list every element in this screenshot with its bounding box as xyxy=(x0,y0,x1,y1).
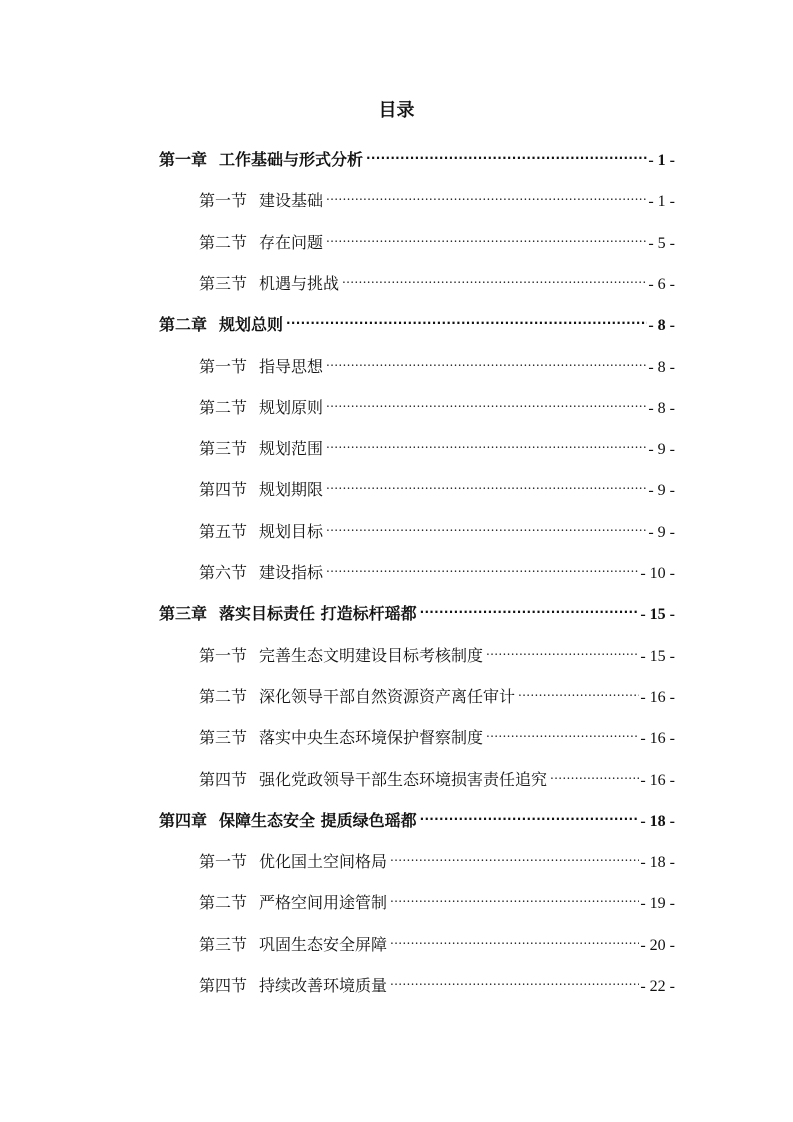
toc-entry-label xyxy=(199,438,323,460)
toc-entry-text: 优化国土空间格局 xyxy=(259,852,388,871)
toc-page-number: - 9 - xyxy=(648,524,675,541)
toc-section-entry[interactable] xyxy=(199,763,675,789)
toc-entry-number: 第四节 xyxy=(199,976,248,995)
toc-chapter-entry[interactable] xyxy=(159,308,675,334)
toc-entry-number: 第四章 xyxy=(159,811,208,830)
toc-entry-label xyxy=(199,562,323,584)
toc-section-entry[interactable] xyxy=(199,226,675,252)
toc-section-entry[interactable] xyxy=(199,556,675,582)
toc-section-entry[interactable] xyxy=(199,928,675,954)
toc-entry-number: 第二节 xyxy=(199,893,248,912)
toc-entry-text: 存在问题 xyxy=(259,233,324,252)
toc-dot-leader xyxy=(550,763,639,785)
toc-entry-text: 规划目标 xyxy=(259,522,324,541)
toc-chapter-entry[interactable] xyxy=(159,804,675,830)
toc-entry-text: 保障生态安全 提质绿色瑶都 xyxy=(219,811,417,830)
toc-entry-text: 规划范围 xyxy=(259,439,324,458)
toc-entry-label xyxy=(199,521,323,543)
toc-section-entry[interactable] xyxy=(199,473,675,499)
toc-entry-text: 强化党政领导干部生态环境损害责任追究 xyxy=(259,770,548,789)
toc-entry-text: 巩固生态安全屏障 xyxy=(259,935,388,954)
toc-entry-number: 第一节 xyxy=(199,646,248,665)
toc-entry-text: 工作基础与形式分析 xyxy=(219,150,364,169)
toc-page-number: - 9 - xyxy=(648,441,675,458)
toc-entry-number: 第五节 xyxy=(199,522,248,541)
toc-section-entry[interactable] xyxy=(199,267,675,293)
toc-entry-number: 第四节 xyxy=(199,480,248,499)
toc-entry-label xyxy=(199,727,483,749)
toc-section-entry[interactable] xyxy=(199,350,675,376)
toc-entry-label xyxy=(199,479,323,501)
toc-entry-text: 落实中央生态环境保护督察制度 xyxy=(259,728,484,747)
toc-section-entry[interactable] xyxy=(199,969,675,995)
toc-dot-leader xyxy=(420,597,640,619)
toc-page-number: - 15 - xyxy=(640,648,675,665)
toc-dot-leader xyxy=(366,143,647,165)
toc-entry-label xyxy=(159,603,417,625)
toc-page-number: - 9 - xyxy=(648,482,675,499)
toc-page-number: - 8 - xyxy=(648,317,675,334)
toc-entry-label xyxy=(159,314,283,336)
toc-page-number: - 19 - xyxy=(640,895,675,912)
toc-page-number: - 15 - xyxy=(640,606,675,623)
toc-section-entry[interactable] xyxy=(199,432,675,458)
toc-section-entry[interactable] xyxy=(199,184,675,210)
toc-title: 目录 xyxy=(378,100,415,121)
toc-page-number: - 18 - xyxy=(640,854,675,871)
toc-entry-label xyxy=(199,975,387,997)
toc-page-number: - 22 - xyxy=(640,978,675,995)
toc-page-number: - 1 - xyxy=(648,152,675,169)
toc-entry-text: 完善生态文明建设目标考核制度 xyxy=(259,646,484,665)
toc-entry-number: 第六节 xyxy=(199,563,248,582)
toc-page-number: - 6 - xyxy=(648,276,675,293)
toc-section-entry[interactable] xyxy=(199,721,675,747)
toc-entry-text: 持续改善环境质量 xyxy=(259,976,388,995)
toc-page-number: - 16 - xyxy=(640,689,675,706)
toc-entry-label xyxy=(159,149,363,171)
toc-page-number: - 1 - xyxy=(648,193,675,210)
toc-dot-leader xyxy=(326,391,647,413)
toc-dot-leader xyxy=(390,969,639,991)
toc-entry-label xyxy=(199,769,547,791)
toc-entry-text: 规划原则 xyxy=(259,398,324,417)
toc-dot-leader xyxy=(420,804,640,826)
toc-entry-number: 第三节 xyxy=(199,439,248,458)
toc-dot-leader xyxy=(390,928,639,950)
toc-entry-number: 第一章 xyxy=(159,150,208,169)
toc-dot-leader xyxy=(342,267,647,289)
toc-entry-number: 第二节 xyxy=(199,398,248,417)
toc-entry-text: 规划期限 xyxy=(259,480,324,499)
toc-page-number: - 16 - xyxy=(640,730,675,747)
toc-dot-leader xyxy=(326,184,647,206)
toc-chapter-entry[interactable] xyxy=(159,597,675,623)
toc-entry-number: 第四节 xyxy=(199,770,248,789)
toc-page-number: - 8 - xyxy=(648,400,675,417)
toc-entry-text: 指导思想 xyxy=(259,357,324,376)
toc-page-number: - 16 - xyxy=(640,772,675,789)
toc-entry-number: 第二节 xyxy=(199,233,248,252)
toc-entry-label xyxy=(199,851,387,873)
toc-dot-leader xyxy=(326,556,639,578)
toc-entry-number: 第一节 xyxy=(199,852,248,871)
toc-entry-number: 第二节 xyxy=(199,687,248,706)
toc-dot-leader xyxy=(518,680,639,702)
toc-entry-label xyxy=(199,892,387,914)
toc-entry-number: 第一节 xyxy=(199,191,248,210)
toc-section-entry[interactable] xyxy=(199,639,675,665)
toc-page-number: - 5 - xyxy=(648,235,675,252)
toc-dot-leader xyxy=(390,886,639,908)
toc-entry-text: 建设指标 xyxy=(259,563,324,582)
toc-entry-label xyxy=(199,190,323,212)
toc-entry-label xyxy=(199,686,515,708)
toc-entry-number: 第三节 xyxy=(199,728,248,747)
toc-section-entry[interactable] xyxy=(199,391,675,417)
toc-page-number: - 20 - xyxy=(640,937,675,954)
toc-entry-text: 机遇与挑战 xyxy=(259,274,340,293)
toc-dot-leader xyxy=(390,845,639,867)
toc-page-number: - 10 - xyxy=(640,565,675,582)
toc-dot-leader xyxy=(486,639,639,661)
toc-entry-number: 第三节 xyxy=(199,935,248,954)
toc-dot-leader xyxy=(326,432,647,454)
toc-entry-label xyxy=(199,645,483,667)
toc-entry-label xyxy=(199,273,339,295)
toc-section-entry[interactable] xyxy=(199,515,675,541)
toc-dot-leader xyxy=(326,226,647,248)
toc-entry-label xyxy=(199,934,387,956)
toc-dot-leader xyxy=(326,515,647,537)
toc-entry-label xyxy=(199,232,323,254)
toc-entry-text: 严格空间用途管制 xyxy=(259,893,388,912)
toc-entry-label xyxy=(199,356,323,378)
toc-entry-text: 深化领导干部自然资源资产离任审计 xyxy=(259,687,516,706)
toc-section-entry[interactable] xyxy=(199,886,675,912)
toc-page-number: - 8 - xyxy=(648,359,675,376)
toc-dot-leader xyxy=(286,308,647,330)
toc-entry-text: 规划总则 xyxy=(219,315,284,334)
toc-section-entry[interactable] xyxy=(199,845,675,871)
toc-page-number: - 18 - xyxy=(640,813,675,830)
toc-entry-text: 建设基础 xyxy=(259,191,324,210)
toc-dot-leader xyxy=(326,473,647,495)
toc-dot-leader xyxy=(326,350,647,372)
toc-entry-text: 落实目标责任 打造标杆瑶都 xyxy=(219,604,417,623)
toc-entry-label xyxy=(199,397,323,419)
toc-entry-number: 第三章 xyxy=(159,604,208,623)
toc-entry-number: 第一节 xyxy=(199,357,248,376)
toc-entry-number: 第三节 xyxy=(199,274,248,293)
toc-entry-label xyxy=(159,810,417,832)
toc-dot-leader xyxy=(486,721,639,743)
toc-section-entry[interactable] xyxy=(199,680,675,706)
toc-chapter-entry[interactable] xyxy=(159,143,675,169)
toc-entry-number: 第二章 xyxy=(159,315,208,334)
